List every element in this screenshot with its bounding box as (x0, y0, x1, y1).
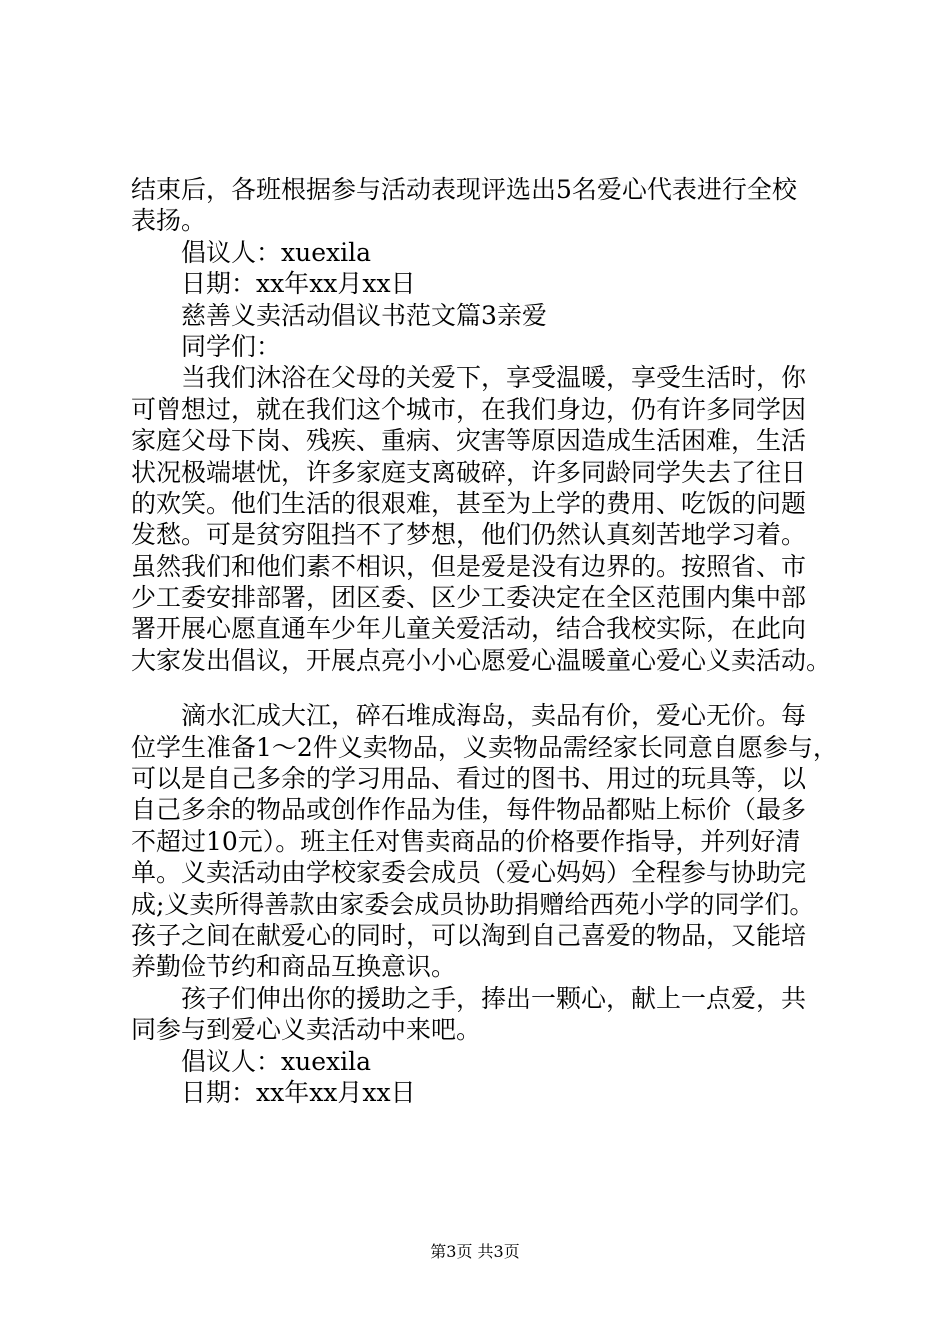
signatory-line: 倡议人：xuexila (181, 237, 371, 267)
text-line: 单。义卖活动由学校家委会成员（爱心妈妈）全程参与协助完 (131, 858, 807, 888)
text-line: 养勤俭节约和商品互换意识。 (131, 952, 457, 982)
text-line: 虽然我们和他们素不相识，但是爱是没有边界的。按照省、市 (131, 551, 807, 581)
text-line: 状况极端堪忧，许多家庭支离破碎，许多同龄同学失去了往日 (131, 457, 807, 487)
section-heading: 慈善义卖活动倡议书范文篇3亲爱 (181, 300, 547, 330)
text-line: 可曾想过，就在我们这个城市，在我们身边，仍有许多同学因 (131, 394, 807, 424)
text-line: 自己多余的物品或创作作品为佳，每件物品都贴上标价（最多 (131, 795, 807, 825)
text-line: 少工委安排部署，团区委、区少工委决定在全区范围内集中部 (131, 583, 807, 613)
text-line: 位学生准备1～2件义卖物品，义卖物品需经家长同意自愿参与， (131, 732, 838, 762)
paragraph-gap (131, 676, 831, 700)
document-body (131, 174, 838, 1108)
date-line: 日期：xx年xx月xx日 (181, 1077, 416, 1107)
text-line: 滴水汇成大江，碎石堆成海岛，卖品有价，爱心无价。每 (181, 701, 807, 731)
text-line: 孩子之间在献爱心的同时，可以淘到自己喜爱的物品，又能培 (131, 920, 807, 950)
text-line: 的欢笑。他们生活的很艰难，甚至为上学的费用、吃饭的问题 (131, 488, 807, 518)
text-line: 发愁。可是贫穷阻挡不了梦想，他们仍然认真刻苦地学习着。 (131, 520, 807, 550)
text-line: 成;义卖所得善款由家委会成员协助捐赠给西苑小学的同学们。 (131, 889, 815, 919)
salutation-line: 同学们： (181, 331, 282, 361)
text-line: 家庭父母下岗、残疾、重病、灾害等原因造成生活困难，生活 (131, 426, 807, 456)
text-line: 结束后，各班根据参与活动表现评选出5名爱心代表进行全校 (131, 175, 797, 204)
text-line: 孩子们伸出你的援助之手，捧出一颗心，献上一点爱，共 (181, 983, 807, 1013)
text-line: 同参与到爱心义卖活动中来吧。 (131, 1015, 482, 1045)
text-line: 大家发出倡议，开展点亮小小心愿爱心温暖童心爱心义卖活动。 (131, 645, 832, 675)
text-line: 不超过10元）。班主任对售卖商品的价格要作指导，并列好清 (131, 826, 801, 856)
page-footer (0, 1242, 950, 1262)
text-line: 署开展心愿直通车少年儿童关爱活动，结合我校实际，在此向 (131, 614, 807, 644)
signatory-line: 倡议人：xuexila (181, 1046, 371, 1076)
text-line: 当我们沐浴在父母的关爱下，享受温暖，享受生活时，你 (181, 363, 807, 393)
date-line: 日期：xx年xx月xx日 (181, 269, 416, 299)
text-line: 表扬。 (131, 206, 207, 236)
text-line: 可以是自己多余的学习用品、看过的图书、用过的玩具等，以 (131, 764, 807, 794)
page-number-label: 第3页 共3页 (430, 1242, 520, 1261)
